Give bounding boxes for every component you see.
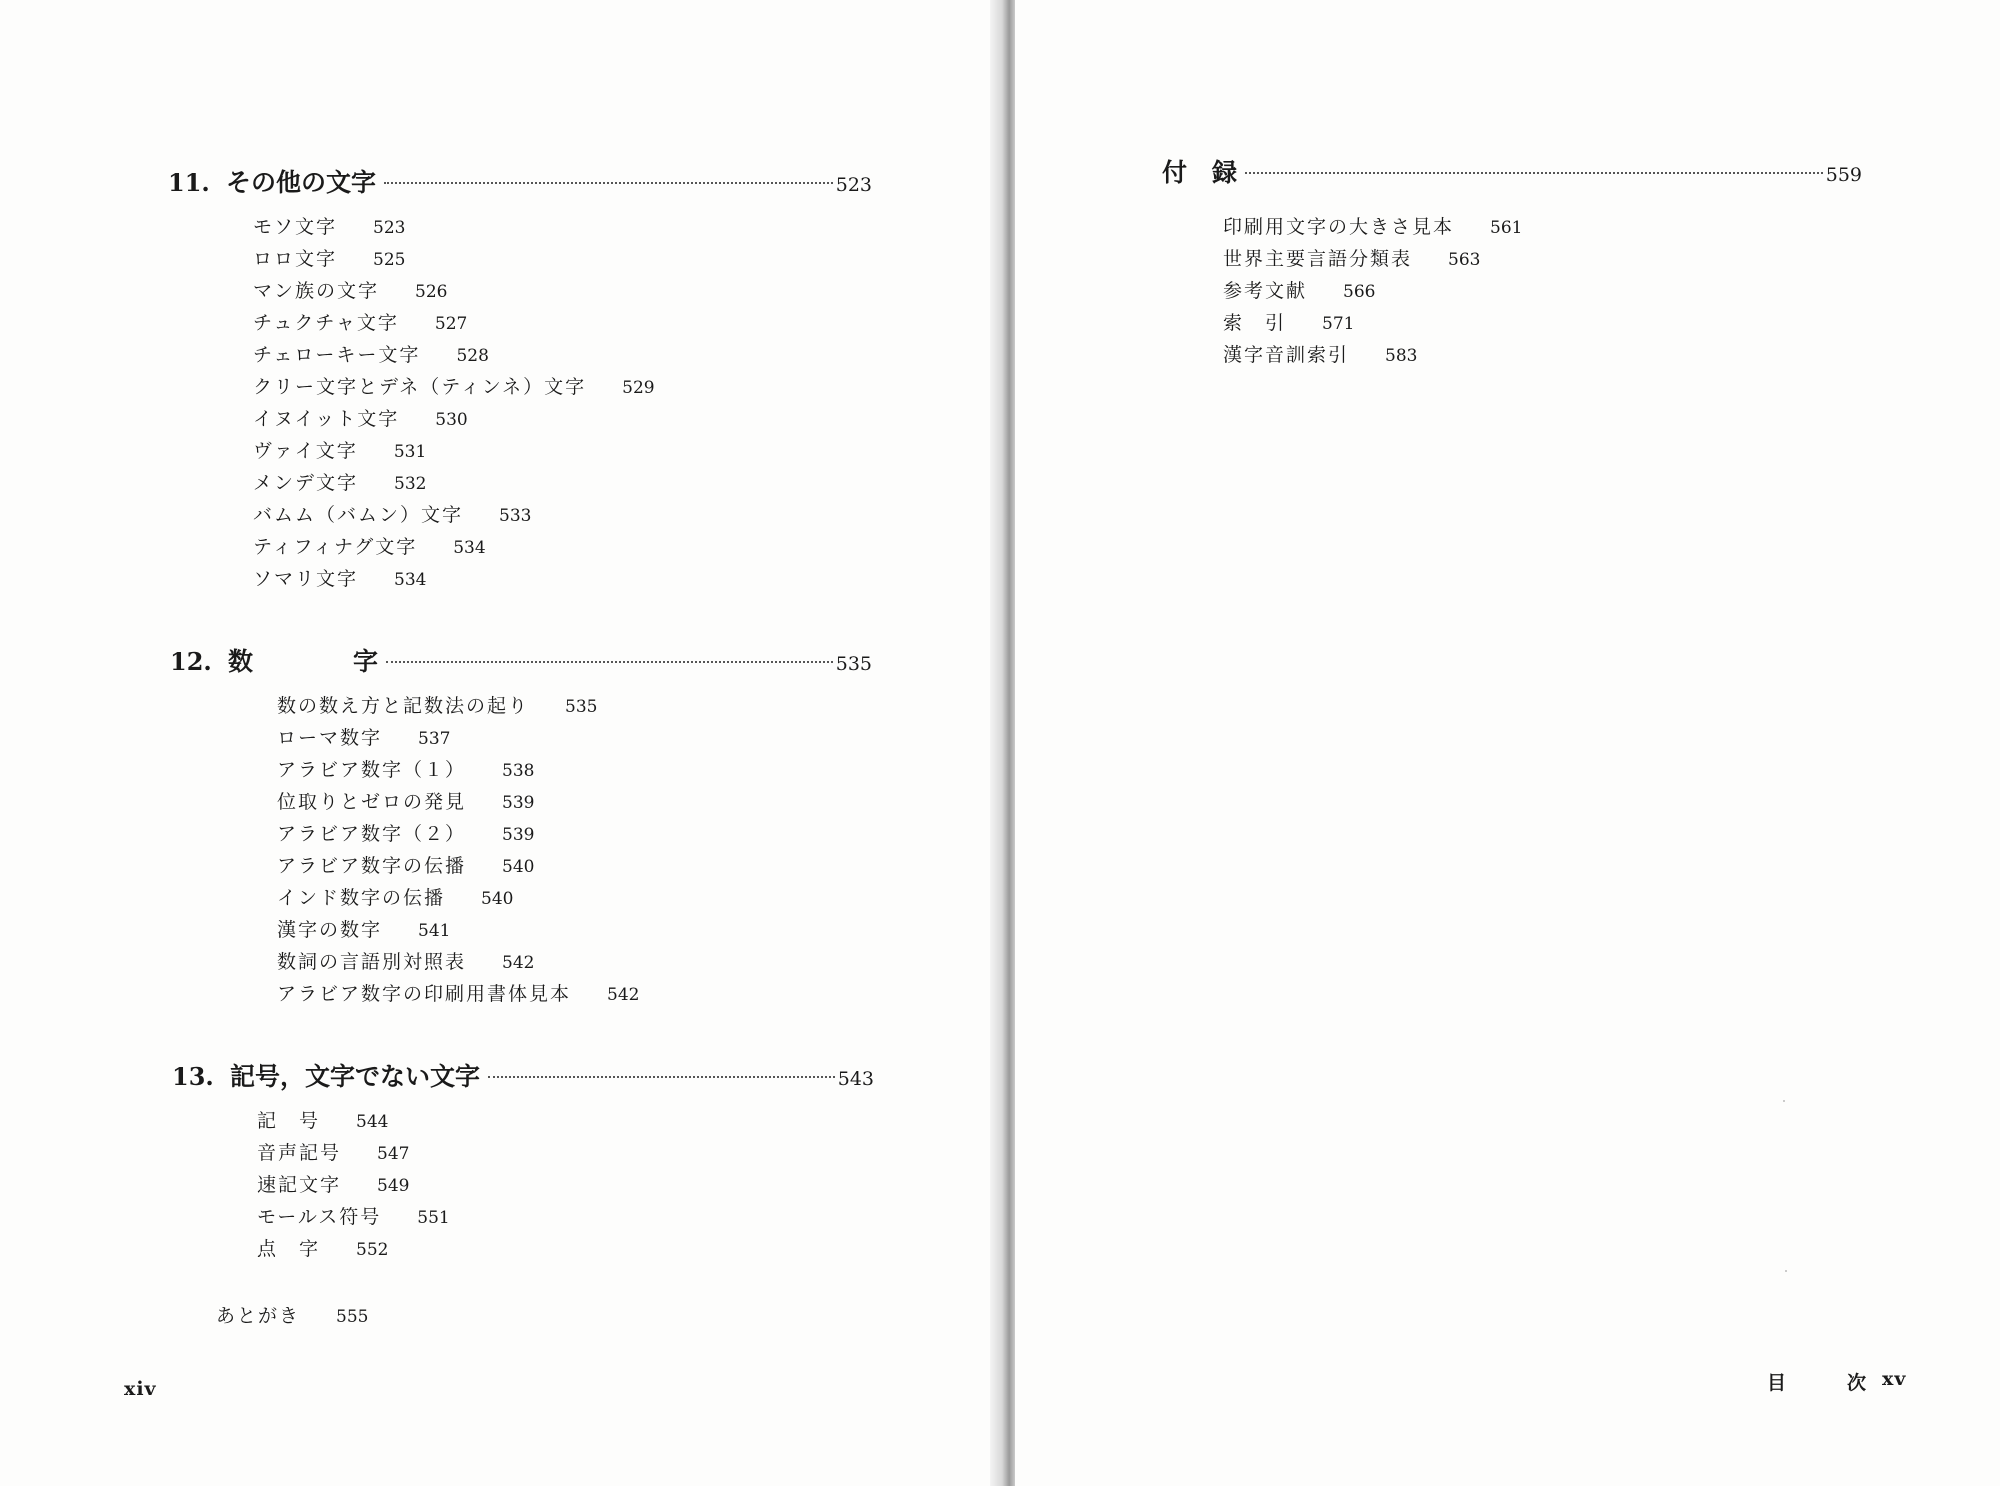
entry-list (277, 690, 872, 1010)
toc-entry (277, 786, 872, 818)
entry-page-number: 563 (1448, 250, 1481, 270)
toc-entry (253, 499, 872, 531)
page-folio-left: xiv (124, 1378, 157, 1400)
entry-label: ソマリ文字 (253, 568, 359, 590)
chapter-number: 11. (168, 168, 210, 197)
chapter-12 (170, 642, 872, 1010)
toc-entry (277, 978, 872, 1010)
entry-page-number: 540 (481, 889, 514, 909)
entry-page-number: 530 (435, 410, 468, 430)
toc-entry (277, 690, 872, 722)
toc-entry (277, 946, 872, 978)
entry-label: ヴァイ文字 (253, 440, 358, 462)
toc-entry (1223, 275, 1862, 307)
chapter-heading (170, 642, 872, 678)
entry-label: イヌイット文字 (253, 408, 400, 430)
entry-page-number: 538 (502, 761, 535, 781)
toc-entry (257, 1137, 874, 1169)
chapter-page-number: 535 (835, 653, 872, 675)
leader-dots (386, 661, 833, 663)
entry-label: 印刷用文字の大きさ見本 (1223, 216, 1455, 238)
entry-page-number: 539 (502, 793, 535, 813)
entry-page-number: 542 (502, 953, 535, 973)
chapter-11 (168, 163, 872, 595)
entry-label: 世界主要言語分類表 (1223, 248, 1413, 270)
entry-page-number: 571 (1322, 314, 1355, 334)
entry-page-number: 523 (373, 218, 406, 238)
entry-label: アラビア数字（１） (277, 759, 467, 781)
chapter-title: 数 字 (228, 647, 379, 676)
entry-page-number: 540 (502, 857, 535, 877)
entry-page-number: 566 (1343, 282, 1376, 302)
entry-label: 速記文字 (257, 1174, 342, 1196)
entry-page-number: 541 (418, 921, 451, 941)
toc-entry (277, 914, 872, 946)
toc-entry (277, 722, 872, 754)
toc-entry (253, 275, 872, 307)
paper-speck (1785, 1270, 1787, 1272)
entry-label: 数詞の言語別対照表 (277, 951, 467, 973)
entry-page-number: 531 (393, 442, 427, 462)
entry-page-number: 539 (502, 825, 535, 845)
entry-label: クリー文字とデネ（ティンネ）文字 (253, 376, 587, 398)
entry-label: モソ文字 (253, 216, 338, 238)
toc-entry (253, 563, 872, 595)
entry-page-number: 526 (415, 282, 448, 302)
toc-entry (257, 1105, 874, 1137)
toc-entry (1223, 307, 1862, 339)
entry-label: チェローキー文字 (253, 344, 421, 366)
chapter-heading (1162, 153, 1862, 189)
leader-dots (488, 1076, 835, 1078)
toc-entry (277, 882, 872, 914)
chapter-page-number: 543 (837, 1068, 874, 1090)
entry-label: メンデ文字 (253, 472, 359, 494)
entry-label: マン族の文字 (253, 280, 380, 302)
entry-page-number: 528 (456, 346, 489, 366)
chapter-heading (168, 163, 872, 199)
entry-page-number: 542 (607, 985, 640, 1005)
toc-entry (257, 1169, 874, 1201)
entry-label: バムム（バムン）文字 (253, 504, 464, 526)
entry-label: ローマ数字 (277, 727, 383, 749)
page-folio-right: xv (1882, 1368, 1907, 1390)
entry-label: 数の数え方と記数法の起り (277, 695, 530, 717)
entry-page-number: 544 (356, 1112, 389, 1132)
entry-page-number: 549 (377, 1176, 410, 1196)
entry-list (253, 211, 872, 595)
appendix-chapter (1162, 153, 1862, 371)
entry-label: 漢字の数字 (277, 919, 383, 941)
toc-entry (1223, 211, 1862, 243)
entry-list (1223, 211, 1862, 371)
entry-page-number: 534 (394, 570, 427, 590)
toc-entry (257, 1201, 874, 1233)
chapter-page-number: 523 (835, 174, 872, 196)
paper-speck (1783, 1100, 1785, 1102)
toc-entry (253, 403, 872, 435)
entry-label: 位取りとゼロの発見 (277, 791, 467, 813)
entry-label: 索 引 (1223, 312, 1287, 334)
chapter-title: 記号，文字でない文字 (230, 1062, 481, 1091)
right-page (1015, 0, 2000, 1486)
leader-dots (1245, 172, 1823, 174)
chapter-number: 13. (172, 1062, 214, 1091)
entry-page-number: 534 (453, 538, 486, 558)
toc-entry (277, 754, 872, 786)
entry-label: ロロ文字 (253, 248, 338, 270)
entry-page-number: 537 (418, 729, 451, 749)
toc-entry (277, 850, 872, 882)
entry-page-number: 535 (565, 697, 598, 717)
entry-page-number: 561 (1490, 218, 1523, 238)
entry-label: ティフィナグ文字 (253, 536, 418, 558)
toc-entry (253, 371, 872, 403)
chapter-13 (172, 1057, 874, 1265)
entry-page-number: 552 (356, 1240, 389, 1260)
entry-page-number: 532 (394, 474, 427, 494)
chapter-page-number: 559 (1825, 164, 1862, 186)
toc-entry (1223, 339, 1862, 371)
entry-list (257, 1105, 874, 1265)
toc-entry (253, 243, 872, 275)
entry-label: 記 号 (257, 1110, 321, 1132)
entry-page-number: 533 (499, 506, 532, 526)
entry-label: 参考文献 (1223, 280, 1308, 302)
toc-entry (253, 339, 872, 371)
entry-label: 点 字 (257, 1238, 321, 1260)
entry-page-number: 555 (336, 1307, 369, 1327)
entry-label: アラビア数字の印刷用書体見本 (277, 983, 572, 1005)
toc-entry (277, 818, 872, 850)
afterword-entry (216, 1300, 368, 1332)
entry-label: モールス符号 (257, 1206, 382, 1228)
entry-label: 漢字音訓索引 (1223, 344, 1350, 366)
chapter-heading (172, 1057, 874, 1093)
entry-page-number: 529 (622, 378, 655, 398)
entry-page-number: 547 (377, 1144, 410, 1164)
chapter-title: 付 録 (1162, 158, 1238, 187)
toc-entry (253, 467, 872, 499)
entry-page-number: 551 (417, 1208, 450, 1228)
toc-entry (253, 435, 872, 467)
running-head: 目 次 (1767, 1372, 1868, 1394)
entry-page-number: 583 (1385, 346, 1418, 366)
toc-entry (253, 211, 872, 243)
chapter-title: その他の文字 (226, 168, 377, 197)
entry-label: アラビア数字の伝播 (277, 855, 467, 877)
entry-page-number: 527 (434, 314, 468, 334)
toc-entry (1223, 243, 1862, 275)
entry-label: チュクチャ文字 (253, 312, 399, 334)
entry-label: インド数字の伝播 (277, 887, 446, 909)
entry-label: 音声記号 (257, 1142, 342, 1164)
leader-dots (384, 182, 833, 184)
chapter-number: 12. (170, 647, 212, 676)
toc-entry (253, 307, 872, 339)
toc-entry (257, 1233, 874, 1265)
entry-label: アラビア数字（２） (277, 823, 467, 845)
toc-entry (253, 531, 872, 563)
entry-page-number: 525 (373, 250, 406, 270)
entry-label: あとがき (216, 1305, 301, 1327)
